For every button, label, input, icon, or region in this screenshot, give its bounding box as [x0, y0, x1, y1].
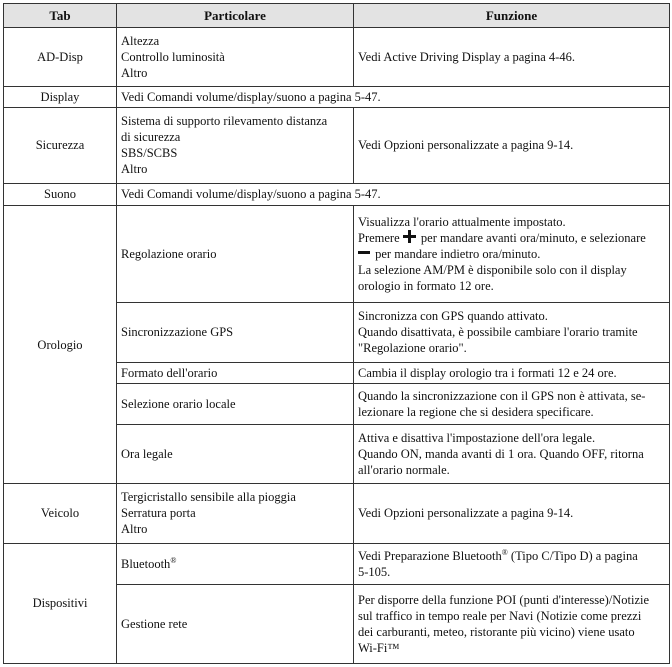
legale-line: Quando ON, manda avanti di 1 ora. Quando OFF, ritorna [358, 447, 644, 462]
sicurezza-particolare [117, 108, 354, 184]
regolazione-line: Visualizza l'orario attualmente impostato. [358, 215, 566, 230]
tab-addisp: AD-Disp [4, 28, 117, 87]
settings-table [3, 3, 670, 664]
gps-line: Sincronizza con GPS quando attivato. [358, 309, 548, 324]
bluetooth-tipo-text: (Tipo C/Tipo D) a pagina [507, 548, 638, 563]
bluetooth-label [117, 543, 354, 584]
regolazione-line: orologio in formato 12 ore. [358, 279, 494, 294]
regolazione-line [358, 230, 665, 246]
rete-line: Per disporre della funzione POI (punti d'interesse)/Notizie [358, 593, 650, 608]
minus-icon [358, 246, 370, 259]
sicurezza-funzione: Vedi Opzioni personalizzate a pagina 9-14. [354, 108, 670, 184]
locale-line: lezionare la regione che si desidera specificare. [358, 405, 594, 420]
gps-line: "Regolazione orario". [358, 341, 467, 356]
addisp-item: Altro [121, 66, 148, 81]
gps-label: Sincronizzazione GPS [117, 303, 354, 363]
locale-label: Selezione orario locale [117, 383, 354, 424]
row-bluetooth [4, 543, 670, 584]
rete-line: dei carburanti, meteo, ristorante più vicino) viene usato [358, 625, 635, 640]
rete-funzione [354, 585, 670, 664]
veicolo-funzione: Vedi Opzioni personalizzate a pagina 9-14. [354, 484, 670, 544]
legale-line: all'orario normale. [358, 463, 450, 478]
regolazione-label: Regolazione orario [117, 206, 354, 303]
bluetooth-funzione [354, 543, 670, 584]
tab-orologio: Orologio [4, 206, 117, 484]
gps-line: Quando disattivata, è possibile cambiare l'orario tramite [358, 325, 638, 340]
veicolo-item: Altro [121, 522, 148, 537]
rete-label: Gestione rete [117, 585, 354, 664]
legale-funzione [354, 425, 670, 484]
veicolo-item: Tergicristallo sensibile alla pioggia [121, 490, 296, 505]
display-text: Vedi Comandi volume/display/suono a pagina 5-47. [117, 86, 670, 107]
header-tab: Tab [4, 4, 117, 28]
bluetooth-line [358, 548, 665, 564]
registered-mark: ® [170, 555, 177, 565]
sicurezza-item: Altro [121, 162, 148, 177]
sicurezza-item: SBS/SCBS [121, 146, 178, 161]
plus-icon [403, 230, 416, 243]
addisp-particolare [117, 28, 354, 87]
suono-text: Vedi Comandi volume/display/suono a pagina 5-47. [117, 183, 670, 205]
header-funzione: Funzione [354, 4, 670, 28]
rete-line: Wi-Fi™ [358, 641, 400, 656]
legale-line: Attiva e disattiva l'impostazione dell'ora legale. [358, 431, 596, 446]
tab-display: Display [4, 86, 117, 107]
addisp-funzione: Vedi Active Driving Display a pagina 4-46. [354, 28, 670, 87]
tab-veicolo: Veicolo [4, 484, 117, 544]
regolazione-funzione [354, 206, 670, 303]
bluetooth-prep-text: Vedi Preparazione Bluetooth [358, 548, 502, 563]
row-suono [4, 183, 670, 205]
header-row [4, 4, 670, 28]
header-particolare: Particolare [117, 4, 354, 28]
locale-line: Quando la sincronizzazione con il GPS non è attivata, se- [358, 389, 646, 404]
gps-funzione [354, 303, 670, 363]
locale-funzione [354, 383, 670, 424]
tab-dispositivi: Dispositivi [4, 543, 117, 663]
formato-label: Formato dell'orario [117, 362, 354, 383]
indietro-text: per mandare indietro ora/minuto. [375, 247, 541, 262]
regolazione-line: La selezione AM/PM è disponibile solo con il display [358, 263, 627, 278]
veicolo-item: Serratura porta [121, 506, 196, 521]
row-veicolo [4, 484, 670, 544]
premere-text: Premere [358, 231, 400, 246]
registered-mark: ® [501, 547, 508, 557]
row-addisp [4, 28, 670, 87]
row-sicurezza [4, 108, 670, 184]
bluetooth-label-text: Bluetooth [121, 556, 171, 571]
avanti-text: per mandare avanti ora/minuto, e selezionare [420, 231, 646, 246]
addisp-item: Controllo luminosità [121, 50, 225, 65]
veicolo-particolare [117, 484, 354, 544]
sicurezza-item: Sistema di supporto rilevamento distanza [121, 114, 328, 129]
bluetooth-line: 5-105. [358, 564, 391, 579]
regolazione-line [358, 246, 665, 262]
sicurezza-item: di sicurezza [121, 130, 181, 145]
row-display [4, 86, 670, 107]
tab-suono: Suono [4, 183, 117, 205]
formato-funzione: Cambia il display orologio tra i formati 12 e 24 ore. [354, 362, 670, 383]
row-regolazione [4, 206, 670, 303]
rete-line: sul traffico in tempo reale per Navi (Notizie come prezzi [358, 609, 642, 624]
addisp-item: Altezza [121, 34, 160, 49]
tab-sicurezza: Sicurezza [4, 108, 117, 184]
legale-label: Ora legale [117, 425, 354, 484]
